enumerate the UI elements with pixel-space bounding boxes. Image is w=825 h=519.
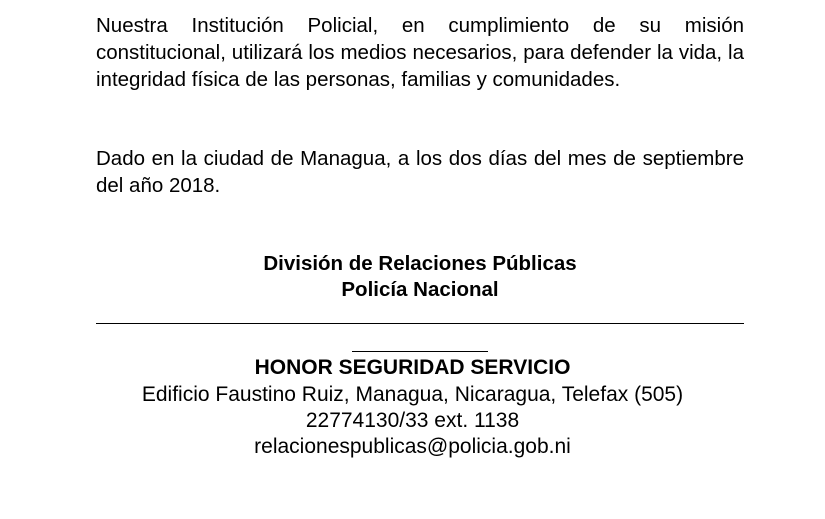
footer-address-line-2: 22774130/33 ext. 1138: [305, 409, 520, 432]
date-paragraph: Dado en la ciudad de Managua, a los dos días del mes de septiembre del año 2018.: [96, 147, 744, 197]
signature-division: División de Relaciones Públicas: [263, 252, 577, 275]
footer-address-line-1: Edificio Faustino Ruiz, Managua, Nicaragua, Telefax (505): [141, 383, 684, 406]
signature-institution: Policía Nacional: [341, 278, 499, 301]
mission-paragraph: Nuestra Institución Policial, en cumplimiento de su misión constitucional, utilizará los medios necesarios, para defender la vida, la integridad física de las personas, familias y comunidades.: [96, 14, 744, 91]
footer-divider-short: [352, 351, 488, 352]
footer-email: relacionespublicas@policia.gob.ni: [254, 435, 571, 458]
footer-divider-long: [96, 323, 744, 324]
footer-motto: HONOR SEGURIDAD SERVICIO: [254, 356, 571, 379]
